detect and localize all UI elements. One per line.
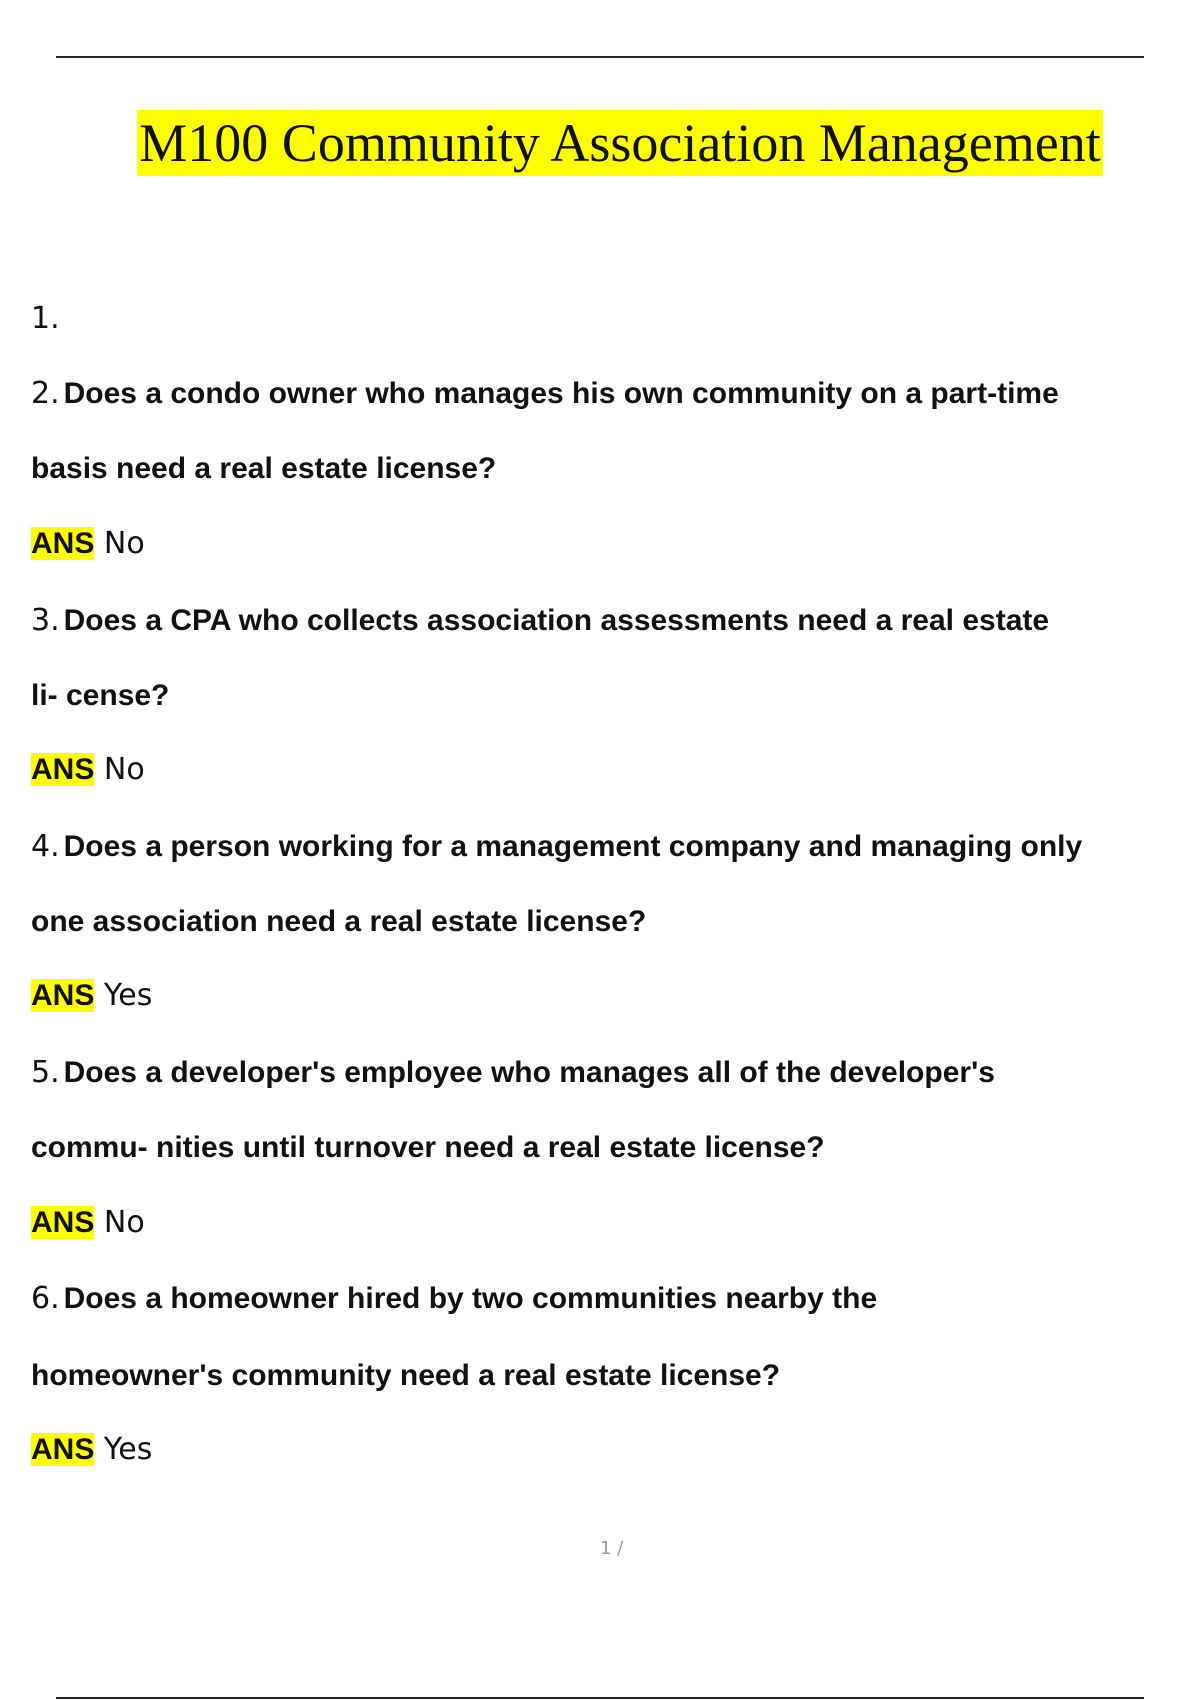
top-rule: [56, 56, 1144, 58]
question-3-line-2: [31, 678, 169, 714]
question-4-line-1: [31, 829, 1082, 865]
answer-label: ANS: [31, 1433, 95, 1466]
question-5-line-1: [31, 1055, 995, 1091]
question-text: commu- nities until turnover need a real estate license?: [31, 1131, 825, 1164]
item-number: 4.: [31, 829, 60, 864]
question-6-line-2: [31, 1358, 780, 1394]
question-text: basis need a real estate license?: [31, 452, 497, 485]
item-number: 6.: [31, 1281, 60, 1316]
question-3-line-1: [31, 603, 1049, 639]
question-text: Does a person working for a management company and managing only: [63, 830, 1083, 863]
question-text: Does a developer's employee who manages all of the developer's: [63, 1056, 995, 1089]
item-number: 3.: [31, 603, 60, 638]
answer-label: ANS: [31, 753, 95, 786]
answer-4: [31, 978, 152, 1014]
answer-value: Yes: [103, 1432, 153, 1467]
question-text: one association need a real estate license?: [31, 905, 647, 938]
page-number: 1 /: [600, 1538, 624, 1559]
answer-label: ANS: [31, 979, 95, 1012]
question-text: homeowner's community need a real estate license?: [31, 1359, 781, 1392]
answer-value: No: [103, 1205, 145, 1240]
item-number: 2.: [31, 376, 60, 411]
question-text: Does a condo owner who manages his own community on a part-time: [63, 377, 1059, 410]
question-2-line-2: [31, 451, 496, 487]
question-5-line-2: [31, 1130, 825, 1166]
answer-3: [31, 752, 145, 788]
answer-6: [31, 1432, 152, 1468]
question-6-line-1: [31, 1281, 877, 1317]
answer-value: Yes: [103, 978, 153, 1013]
question-text: li- cense?: [31, 679, 170, 712]
answer-2: [31, 526, 145, 562]
item-number: 1.: [31, 301, 60, 336]
document-title: M100 Community Association Management: [137, 110, 1102, 176]
answer-value: No: [103, 752, 145, 787]
answer-label: ANS: [31, 527, 95, 560]
question-text: Does a homeowner hired by two communities nearby the: [63, 1282, 878, 1315]
question-4-line-2: [31, 904, 646, 940]
title-container: [0, 110, 1200, 176]
answer-value: No: [103, 526, 145, 561]
bottom-rule: [56, 1697, 1144, 1699]
item-1: [31, 301, 64, 337]
answer-5: [31, 1205, 145, 1241]
answer-label: ANS: [31, 1206, 95, 1239]
question-2-line-1: [31, 376, 1059, 412]
item-number: 5.: [31, 1055, 60, 1090]
question-text: Does a CPA who collects association assessments need a real estate: [63, 604, 1050, 637]
